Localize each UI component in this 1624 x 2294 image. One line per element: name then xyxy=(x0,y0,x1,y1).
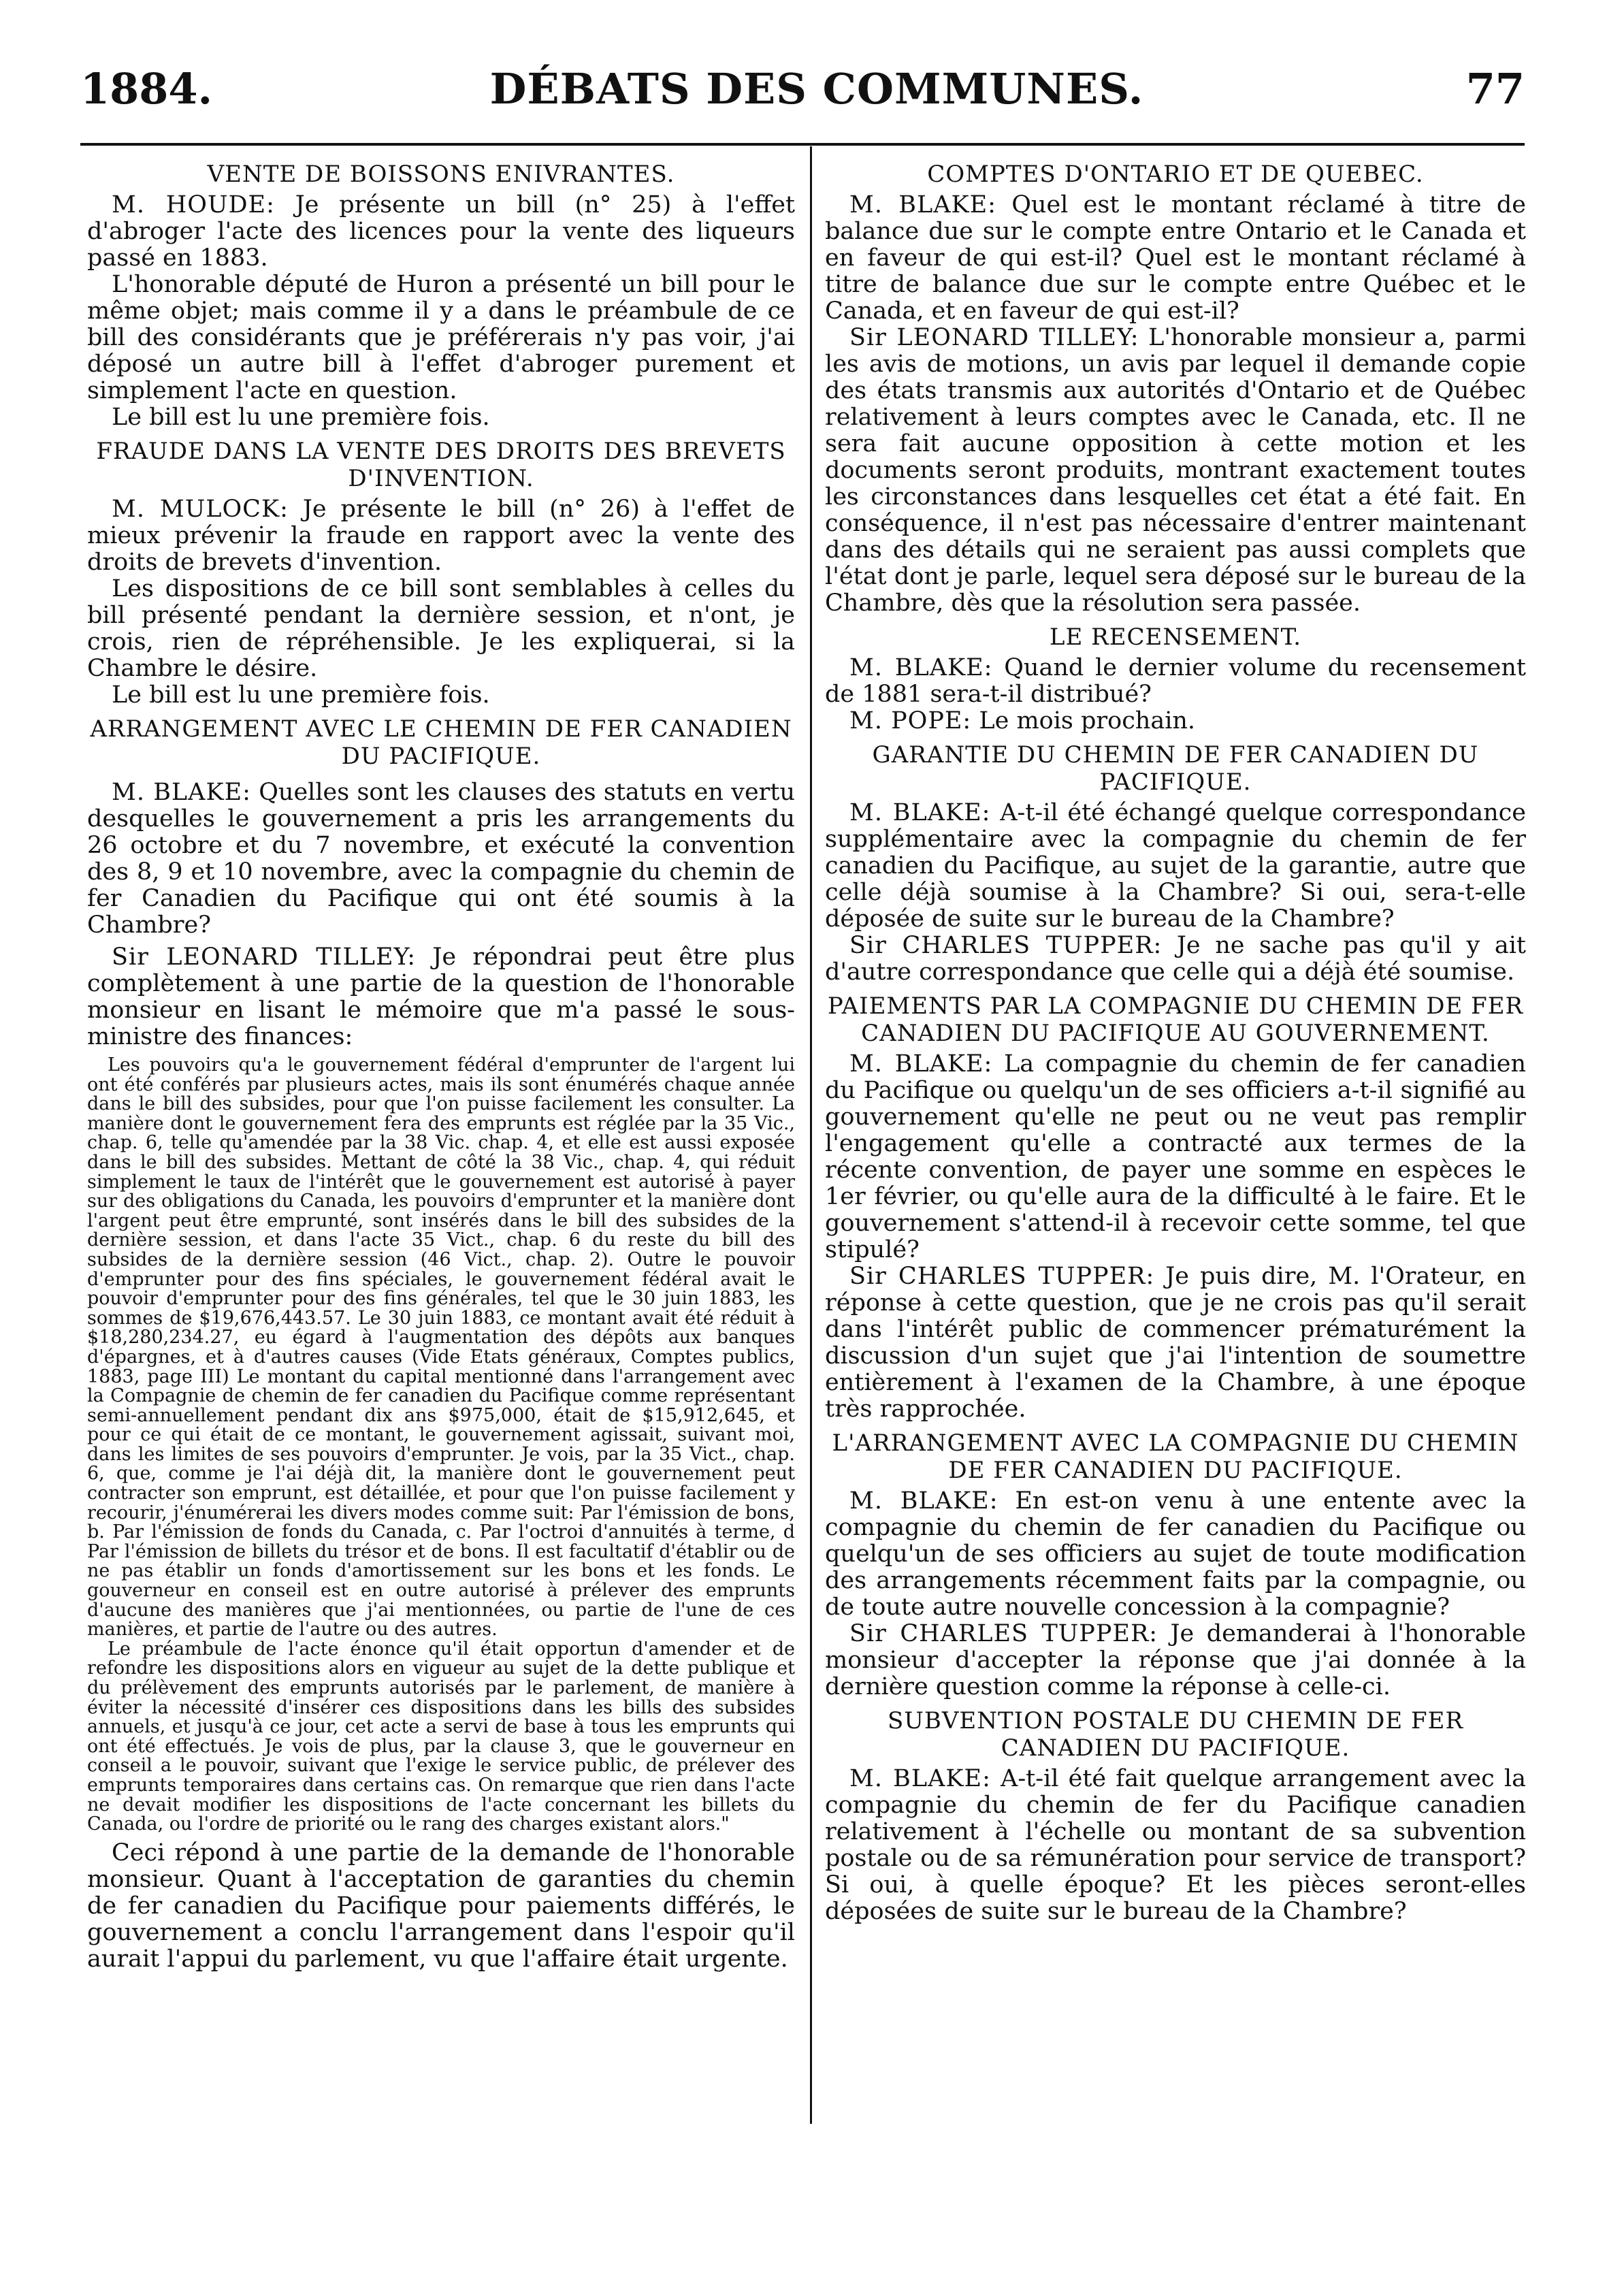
paragraph xyxy=(825,800,1526,933)
paragraph xyxy=(87,779,795,939)
section-heading: L'ARRANGEMENT AVEC LA COMPAGNIE DU CHEMIN DE FER CANADIEN DU PACIFIQUE. xyxy=(832,1429,1519,1484)
speaker-name: Sir CHARLES TUPPER: xyxy=(849,1620,1158,1647)
paragraph: Ceci répond à une partie de la demande de l'honorable monsieur. Quant à l'acceptation de garanties du chemin de fer canadien du Pacifique pour paiements différés, le gouvernement a conclu l'arrangement dans l'espoir qu'il aurait l'appui du parlement, vu que l'affaire était urgente. xyxy=(87,1839,795,1973)
speaker-name: M. BLAKE: xyxy=(849,1487,998,1515)
paragraph-text: Le bill est lu une première fois. xyxy=(112,404,490,431)
paragraph-text: Je ne sache pas qu'il y ait d'autre correspondance que celle qui a déjà été soumise. xyxy=(825,932,1526,986)
paragraph-text: Je présente le bill (n° 26) à l'effet de mieux prévenir la fraude en rapport avec la vente des droits de brevets d'invention. xyxy=(87,496,795,576)
paragraph xyxy=(87,272,795,404)
paragraph xyxy=(87,404,795,431)
quoted-memo: Le préambule de l'acte énonce qu'il était opportun d'amender et de refondre les dispositions alors en vigueur au sujet de la dette publique et du prélèvement des emprunts autorisés par le parlement, de manière à éviter la nécessité d'insérer ces dispositions dans les bills des subsides annuels, et jusqu'à ce jour, cet acte a servi de base à tous les emprunts qui ont été effectués. Je vois de plus, par la clause 3, que le gouverneur en conseil a le pouvoir, suivant que l'exige le service public, de prélever des emprunts temporaires dans certains cas. On remarque que rien dans l'acte ne devait modifier les dispositions de l'acte concernant les billets du Canada, ou l'ordre de priorité ou le rang des charges existant alors." xyxy=(87,1638,795,1835)
section-heading: LE RECENSEMENT. xyxy=(1049,624,1302,651)
paragraph-text: La compagnie du chemin de fer canadien du Pacifique ou quelqu'un de ses officiers a-t-il signifié au gouvernement qu'elle ne peut ou ne veut pas remplir l'engagement qu'elle a contracté aux termes de la récente convention, de payer une somme en espèces le 1er février, ou qu'elle aura de la difficulté à le faire. Et le gouvernement s'attend-il à recevoir cette somme, tel que stipulé? xyxy=(825,1050,1526,1263)
speaker-name: M. POPE: xyxy=(849,707,972,734)
paragraph xyxy=(825,1051,1526,1263)
paragraph xyxy=(825,325,1526,617)
section-heading: VENTE DE BOISSONS ENIVRANTES. xyxy=(207,161,675,188)
speaker-name: M. BLAKE: xyxy=(849,654,993,681)
speaker-name: M. BLAKE: xyxy=(849,799,991,826)
paragraph-text: Je présente un bill (n° 25) à l'effet d'abroger l'acte des licences pour la vente des liqueurs passé en 1883. xyxy=(87,191,795,272)
paragraph xyxy=(825,192,1526,325)
section-heading: SUBVENTION POSTALE DU CHEMIN DE FER CANADIEN DU PACIFIQUE. xyxy=(887,1707,1464,1762)
paragraph-text: Je puis dire, M. l'Orateur, en réponse à cette question, que je ne crois pas qu'il serait dans l'intérêt public de commencer prématurément la discussion d'un sujet que j'ai l'intention de soumettre entièrement à l'examen de la Chambre, à une époque très rapprochée. xyxy=(825,1263,1526,1423)
paragraph xyxy=(825,1263,1526,1423)
paragraph-text: A-t-il été échangé quelque correspondance supplémentaire avec la compagnie du chemin de fer canadien du Pacifique, au sujet de la garantie, autre que celle déjà soumise à la Chambre? Si oui, sera-t-elle déposée de suite sur le bureau de la Chambre? xyxy=(825,799,1526,933)
section-heading: FRAUDE DANS LA VENTE DES DROITS DES BREVETS D'INVENTION. xyxy=(96,438,786,492)
speaker-name: M. BLAKE: xyxy=(112,779,251,806)
paragraph xyxy=(825,708,1526,734)
header-rule xyxy=(80,143,1525,146)
speaker-name: M. MULOCK: xyxy=(112,496,289,523)
paragraph-text: En est-on venu à une entente avec la compagnie du chemin de fer canadien du Pacifique ou quelqu'un de ses officiers au sujet de toute modification des arrangements récemment faits par la compagnie, ou de toute autre nouvelle concession à la compagnie? xyxy=(825,1487,1526,1621)
paragraph xyxy=(87,944,795,1050)
paragraph xyxy=(825,1766,1526,1925)
speaker-name: Sir LEONARD TILLEY: xyxy=(112,943,417,971)
paragraph-text: A-t-il été fait quelque arrangement avec la compagnie du chemin de fer du Pacifique canadien relativement à l'échelle ou montant de sa subvention postale ou de sa rémunération pour service de transport? Si oui, à quelle époque? Et les pièces seront-elles déposées de suite sur le bureau de la Chambre? xyxy=(825,1765,1526,1925)
header-year: 1884. xyxy=(80,64,213,114)
paragraph xyxy=(87,192,795,272)
speaker-name: M. HOUDE: xyxy=(112,191,275,219)
paragraph-text: Les dispositions de ce bill sont semblables à celles du bill présenté pendant la dernière session, et n'ont, je crois, rien de répréhensible. Je les expliquerai, si la Chambre le désire. xyxy=(87,575,795,682)
section-heading: PAIEMENTS PAR LA COMPAGNIE DU CHEMIN DE FER CANADIEN DU PACIFIQUE AU GOUVERNEMENT. xyxy=(827,992,1524,1047)
speaker-name: Sir LEONARD TILLEY: xyxy=(849,324,1139,351)
section-heading: ARRANGEMENT AVEC LE CHEMIN DE FER CANADIEN DU PACIFIQUE. xyxy=(90,715,792,770)
paragraph xyxy=(87,576,795,682)
speaker-name: M. BLAKE: xyxy=(849,191,996,219)
paragraph-text: Quelles sont les clauses des statuts en vertu desquelles le gouvernement a pris les arrangements du 26 octobre et du 7 novembre, et exécuté la convention des 8, 9 et 10 novembre, avec la compagnie du chemin de fer Canadien du Pacifique qui ont été soumis à la Chambre? xyxy=(87,779,795,939)
paragraph-text: Quel est le montant réclamé à titre de balance due sur le compte entre Ontario et le Canada et en faveur de qui est-il? Quel est le montant réclamé à titre de balance due sur le compte entre Québec et le Canada, et en faveur de qui est-il? xyxy=(825,191,1526,325)
paragraph xyxy=(825,1621,1526,1700)
paragraph-text: Le mois prochain. xyxy=(971,707,1196,734)
column-divider xyxy=(810,146,812,2124)
left-column xyxy=(87,154,795,1973)
paragraph-text: Quand le dernier volume du recensement de 1881 sera-t-il distribué? xyxy=(825,654,1526,708)
paragraph-text: Je répondrai peut être plus complètement à une partie de la question de l'honorable monsieur en lisant le mémoire que m'a passé le sous-ministre des finances: xyxy=(87,943,796,1050)
paragraph-text: Je demanderai à l'honorable monsieur d'accepter la réponse que j'ai donnée à la dernière question comme la réponse à celle-ci. xyxy=(825,1620,1526,1700)
speaker-name: Sir CHARLES TUPPER: xyxy=(849,932,1163,959)
paragraph-text: Le bill est lu une première fois. xyxy=(112,681,490,709)
paragraph xyxy=(825,1488,1526,1621)
right-column xyxy=(825,154,1526,1925)
paragraph xyxy=(825,933,1526,986)
paragraph xyxy=(87,682,795,709)
paragraph-text: L'honorable député de Huron a présenté un bill pour le même objet; mais comme il y a dans le préambule de ce bill des considérants que je préférerais n'y pas voir, j'ai déposé un autre bill à l'effet d'abroger purement et simplement l'acte en question. xyxy=(87,271,795,404)
paragraph xyxy=(825,655,1526,708)
header-title: DÉBATS DES COMMUNES. xyxy=(489,64,1144,114)
paragraph xyxy=(87,496,795,576)
header-page-number: 77 xyxy=(1465,64,1525,114)
paragraph-text: L'honorable monsieur a, parmi les avis de motions, un avis par lequel il demande copie des états transmis aux autorités d'Ontario et de Québec relativement à leurs comptes avec le Canada, etc. Il ne sera fait aucune opposition à cette motion et les documents seront produits, montrant exactement toutes les circonstances dans lesquelles cet état a été fait. En conséquence, il n'est pas nécessaire d'entrer maintenant dans des détails qui ne seraient pas aussi complets que l'état dont je parle, lequel sera déposé sur le bureau de la Chambre, dès que la résolution sera passée. xyxy=(825,324,1526,617)
section-heading: COMPTES D'ONTARIO ET DE QUEBEC. xyxy=(927,161,1424,188)
speaker-name: M. BLAKE: xyxy=(849,1050,993,1078)
section-heading: GARANTIE DU CHEMIN DE FER CANADIEN DU PACIFIQUE. xyxy=(872,741,1479,796)
speaker-name: M. BLAKE: xyxy=(849,1765,991,1792)
quoted-memo: Les pouvoirs qu'a le gouvernement fédéral d'emprunter de l'argent lui ont été conférés par plusieurs actes, mais ils sont énumérés chaque année dans le bill des subsides, pour que l'on puisse facilement les consulter. La manière dont le gouvernement fera des emprunts est réglée par la 35 Vic., chap. 6, telle qu'amendée par la 38 Vic. chap. 4, et elle est aussi exposée dans le bill des subsides. Mettant de côté la 38 Vic., chap. 4, qui réduit simplement le taux de l'intérêt que le gouvernement est autorisé à payer sur des obligations du Canada, les pouvoirs d'emprunter et la manière dont l'argent peut être emprunté, sont insérés dans le bill des subsides de la dernière session, et dans l'acte 35 Vict., chap. 6 du reste du bill des subsides de la dernière session (46 Vict., chap. 2). Outre le pouvoir d'emprunter pour des fins spéciales, le gouvernement fédéral avait le pouvoir d'emprunter pour des fins générales, tel que le 30 juin 1883, les sommes de $19,676,443.57. Le 30 juin 1883, ce montant avait été réduit à $18,280,234.27, eu égard à l'augmentation des dépôts aux banques d'épargnes, et à d'autres causes (Vide Etats généraux, Comptes publics, 1883, page III) Le montant du capital mentionné dans l'arrangement avec la Compagnie de chemin de fer canadien du Pacifique comme représentant semi-annuellement pendant dix ans $975,000, était de $15,912,645, et pour ce qui était de ce montant, le gouvernement agissait, suivant moi, dans les limites de ses pouvoirs d'emprunter. Je vois, par la 35 Vict., chap. 6, que, comme je l'ai déjà dit, la manière dont le gouvernement peut contracter son emprunt, est détaillée, et pour que l'on puisse facilement y recourir, j'énumérerai les divers modes comme suit: Par l'émission de bons, b. Par l'émission de fonds du Canada, c. Par l'octroi d'annuités à terme, d Par l'émission de billets du trésor et de bons. Il est facultatif d'établir ou de ne pas établir un fonds d'amortissement sur les bons et les fonds. Le gouverneur en conseil est en outre autorisé à prélever des emprunts d'aucune des manières que j'ai mentionnées, ou partie de l'une de ces manières, et partie de l'autre ou des autres. xyxy=(87,1054,795,1641)
speaker-name: Sir CHARLES TUPPER: xyxy=(849,1263,1155,1290)
